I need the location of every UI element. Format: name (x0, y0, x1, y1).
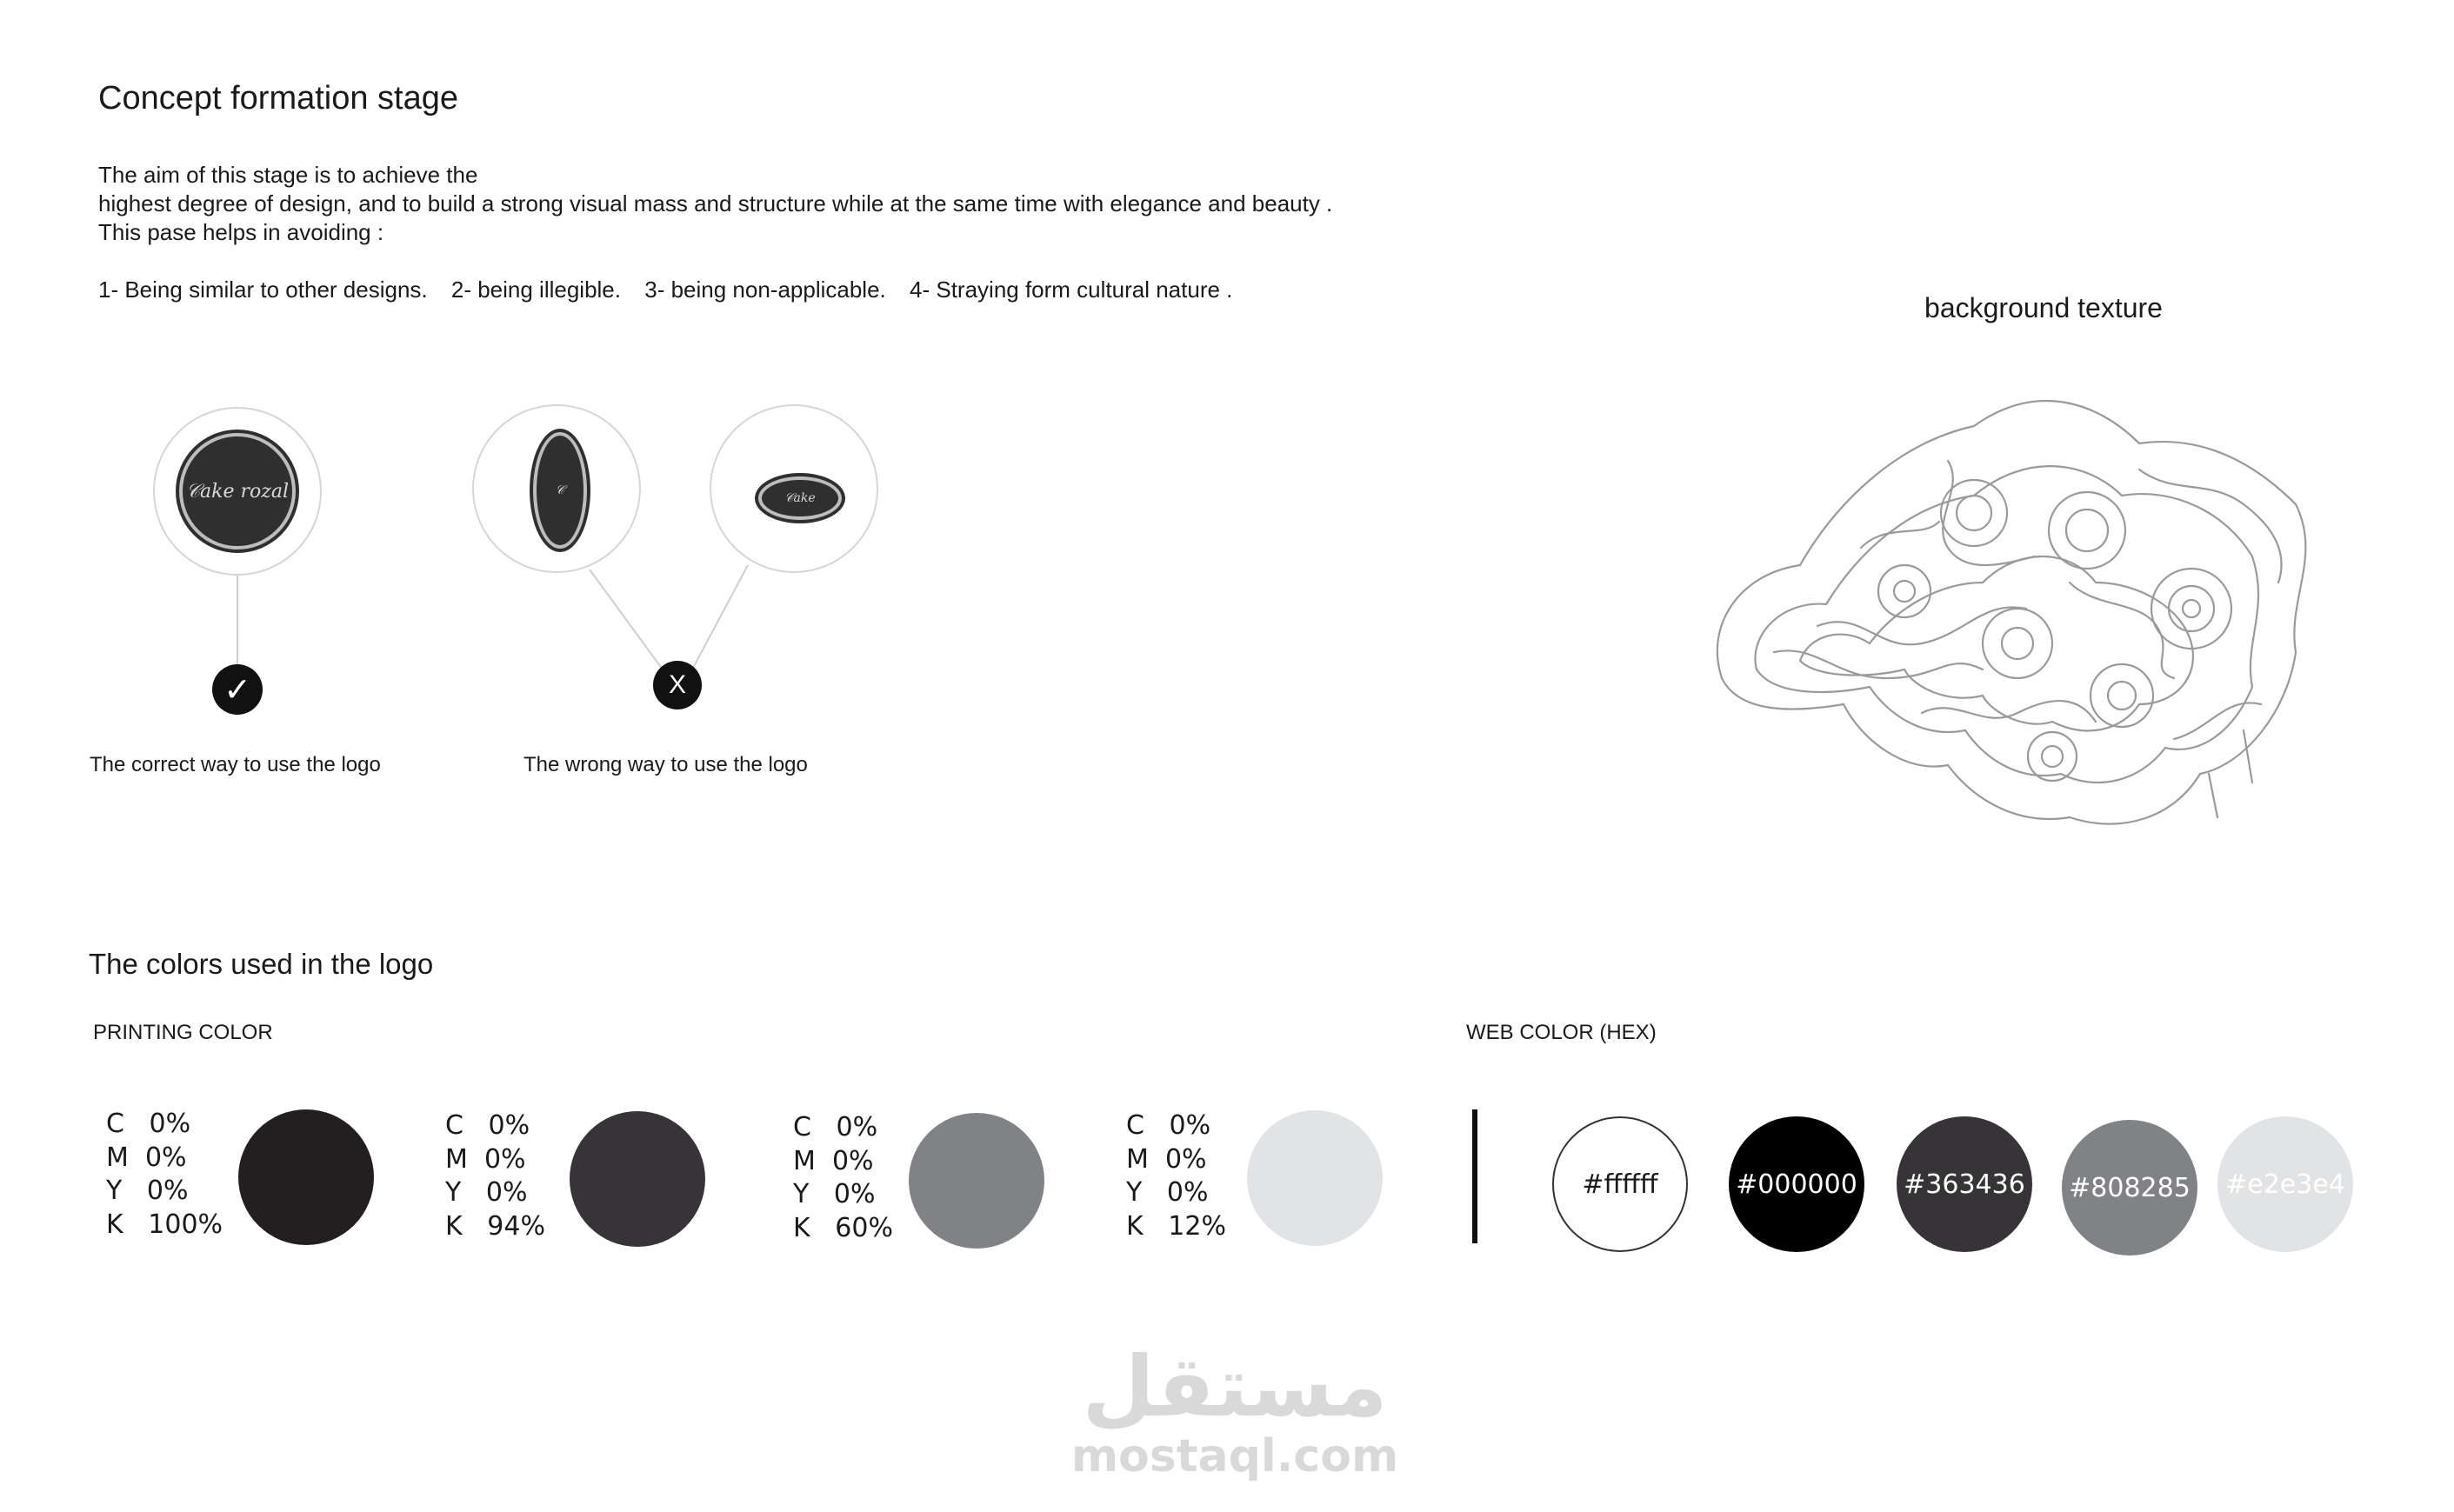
cmyk-m: M 0% (445, 1143, 526, 1175)
cmyk-values (793, 1111, 893, 1245)
intro-line-1: The aim of this stage is to achieve the (98, 162, 478, 188)
printing-swatch (1247, 1110, 1383, 1246)
avoid-item: 1- Being similar to other designs. (98, 276, 428, 303)
wrong-usage-caption: The wrong way to use the logo (523, 753, 808, 776)
printing-swatch (909, 1113, 1044, 1249)
web-swatch (2217, 1116, 2353, 1252)
printing-swatch (238, 1109, 374, 1245)
cross-icon: X (653, 661, 702, 709)
avoid-item: 2- being illegible. (450, 276, 621, 303)
hex-label: #e2e3e4 (2225, 1169, 2345, 1200)
hex-label: #808285 (2069, 1172, 2191, 1203)
intro-line-3: This pase helps in avoiding : (98, 219, 384, 245)
cmyk-y: Y 0% (793, 1179, 876, 1209)
usage-connector-lines (0, 0, 957, 783)
cmyk-k: K 100% (106, 1209, 223, 1240)
web-color-label: WEB COLOR (HEX) (1466, 1021, 1657, 1044)
page-title: Concept formation stage (98, 80, 459, 117)
cmyk-m: M 0% (1126, 1143, 1207, 1175)
printing-swatch (570, 1111, 705, 1247)
cmyk-m: M 0% (793, 1145, 874, 1176)
web-swatch (2062, 1120, 2197, 1256)
cmyk-values (106, 1108, 223, 1242)
section-divider (1472, 1109, 1477, 1243)
hex-label: #363436 (1904, 1169, 2025, 1200)
logo-badge-stretched: 𝒞ake (758, 476, 842, 520)
cmyk-y: Y 0% (1126, 1177, 1209, 1208)
cmyk-values (1126, 1109, 1226, 1243)
logo-badge-correct: 𝒞ake rozal (179, 433, 296, 550)
watermark (1009, 1338, 1461, 1482)
avoid-item: 4- Straying form cultural nature . (910, 276, 1233, 303)
colors-title: The colors used in the logo (89, 948, 434, 980)
cmyk-y: Y 0% (106, 1176, 189, 1206)
web-swatch (1552, 1116, 1688, 1252)
correct-usage-caption: The correct way to use the logo (90, 753, 381, 776)
background-texture-swirl (1687, 365, 2331, 852)
cmyk-k: K 60% (793, 1212, 893, 1243)
cmyk-values (445, 1109, 545, 1243)
intro-line-2: highest degree of design, and to build a strong visual mass and structure while at the same time with elegance and beauty . (98, 190, 1333, 216)
printing-color-label: PRINTING COLOR (93, 1021, 273, 1044)
cmyk-k: K 94% (445, 1210, 545, 1242)
avoid-item: 3- being non-applicable. (644, 276, 886, 303)
watermark-arabic: مستقل (1082, 1338, 1388, 1435)
cmyk-k: K 12% (1126, 1210, 1226, 1242)
check-icon: ✓ (212, 664, 263, 715)
background-texture-title: background texture (1924, 292, 2163, 323)
hex-label: #000000 (1736, 1169, 1857, 1200)
cmyk-c: C 0% (1126, 1110, 1211, 1141)
cmyk-c: C 0% (793, 1112, 878, 1142)
cmyk-m: M 0% (106, 1142, 187, 1173)
cmyk-y: Y 0% (445, 1177, 528, 1208)
cmyk-c: C 0% (106, 1109, 191, 1139)
watermark-latin: mostaql.com (1070, 1430, 1399, 1482)
web-swatch (1897, 1116, 2032, 1252)
hex-label: #ffffff (1582, 1169, 1658, 1200)
cmyk-c: C 0% (445, 1110, 530, 1141)
logo-badge-squeezed: 𝒞 (533, 432, 587, 549)
web-swatch (1729, 1116, 1864, 1252)
